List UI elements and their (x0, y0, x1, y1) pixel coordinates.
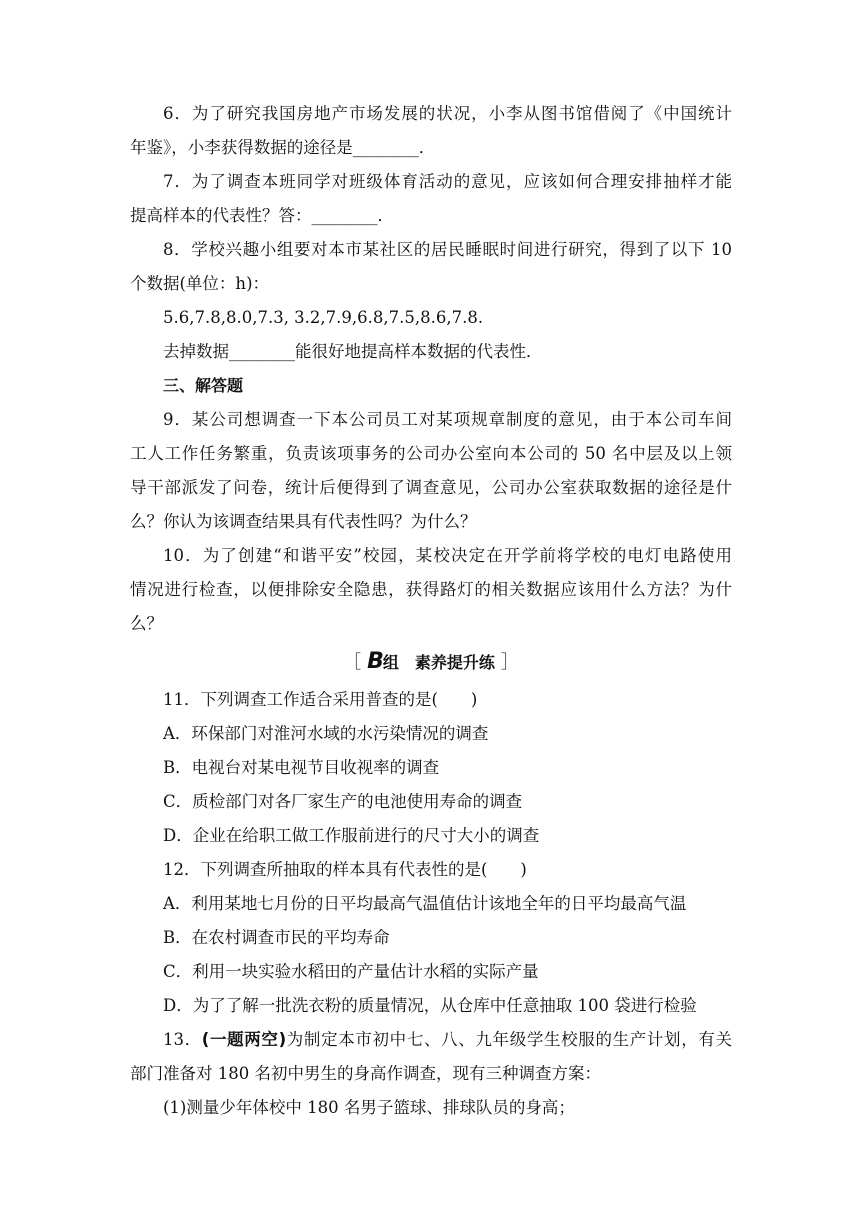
q8-line-2: 个数据(单位：h)： (130, 274, 270, 293)
q12-option-a: A．利用某地七月份的日平均最高气温值估计该地全年的日平均最高气温 (163, 894, 687, 913)
q12-option-c: C．利用一块实验水稻田的产量估计水稻的实际产量 (163, 962, 539, 981)
q13-tag: (一题两空) (201, 1030, 287, 1049)
q6-line-2: 年鉴》，小李获得数据的途径是________． (130, 138, 436, 157)
q10-line-1: 10．为了创建“和谐平安”校园，某校决定在开学前将学校的电灯电路使用 (163, 546, 732, 565)
q13-line-2: 部门准备对 180 名初中男生的身高作调查，现有三种调查方案： (130, 1064, 601, 1083)
q13-line-1 (130, 1023, 732, 1057)
page-content (130, 97, 732, 1125)
q6-line-1: 6．为了研究我国房地产市场发展的状况，小李从图书馆借阅了《中国统计 (163, 104, 732, 123)
section-title: 三、解答题 (163, 376, 244, 395)
q9-line-4: 么？你认为该调查结果具有代表性吗？为什么？ (130, 512, 477, 531)
q9-line-1: 9．某公司想调查一下本公司员工对某项规章制度的意见，由于本公司车间 (163, 410, 732, 429)
q12-option-d: D．为了了解一批洗衣粉的质量情况，从仓库中任意抽取 100 袋进行检验 (163, 996, 697, 1015)
q7-line-1: 7．为了调查本班同学对班级体育活动的意见，应该如何合理安排抽样才能 (163, 172, 732, 191)
q13-line-3: (1)测量少年体校中 180 名男子篮球、排球队员的身高； (163, 1098, 575, 1117)
q12-option-b: B．在农村调查市民的平均寿命 (163, 928, 390, 947)
q8-line-1: 8．学校兴趣小组要对本市某社区的居民睡眠时间进行研究，得到了以下 10 (163, 240, 732, 259)
q8-line-3: 去掉数据________能很好地提高样本数据的代表性． (163, 342, 543, 361)
q10-line-3: 么？ (130, 614, 163, 633)
q7-line-2: 提高样本的代表性？答：________． (130, 206, 394, 225)
q11-stem: 11．下列调查工作适合采用普查的是( ) (163, 690, 478, 709)
q12-stem: 12．下列调查所抽取的样本具有代表性的是( ) (163, 860, 527, 879)
q11-option-d: D．企业在给职工做工作服前进行的尺寸大小的调查 (163, 826, 540, 845)
bracket-right: ］ (500, 652, 519, 673)
group-b-header (130, 645, 732, 683)
q13-line-1-rest: 为制定本市初中七、八、九年级学生校服的生产计划，有关 (286, 1030, 732, 1049)
q10-line-2: 情况进行检查，以便排除安全隐患，获得路灯的相关数据应该用什么方法？为什 (130, 580, 732, 599)
q11-option-a: A．环保部门对淮河水域的水污染情况的调查 (163, 724, 489, 743)
q11-option-b: B．电视台对某电视节目收视率的调查 (163, 758, 440, 777)
bracket-left: ［ (343, 652, 362, 673)
q9-line-3: 导干部派发了问卷，统计后便得到了调查意见，公司办公室获取数据的途径是什 (130, 478, 732, 497)
q8-data: 5.6,7.8,8.0,7.3, 3.2,7.9,6.8,7.5,8.6,7.8. (163, 308, 484, 327)
q9-line-2: 工人工作任务繁重，负责该项事务的公司办公室向本公司的 50 名中层及以上领 (130, 444, 732, 463)
q11-option-c: C．质检部门对各厂家生产的电池使用寿命的调查 (163, 792, 523, 811)
q13-number: 13． (163, 1030, 202, 1049)
group-b-letter: B (367, 649, 383, 674)
group-b-label: 组 素养提升练 (382, 653, 495, 672)
